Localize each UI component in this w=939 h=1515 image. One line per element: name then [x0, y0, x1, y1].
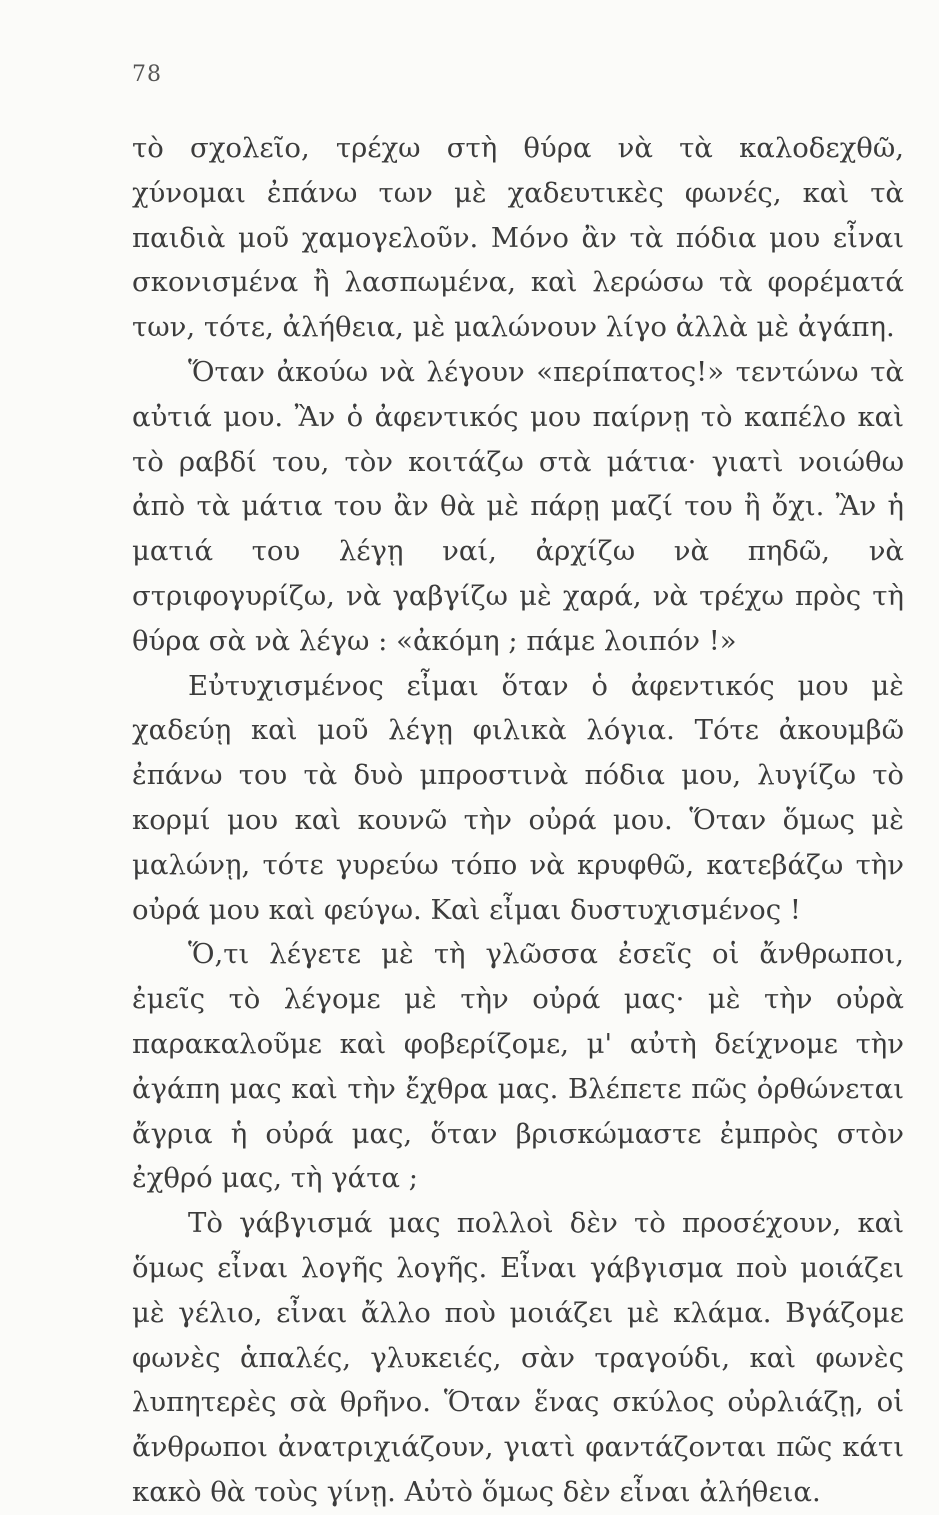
paragraph-1: τὸ σχολεῖο, τρέχω στὴ θύρα νὰ τὰ καλοδεχθῶ, χύνομαι ἐπάνω των μὲ χαδευτικὲς φωνές, καὶ τὰ παιδιὰ μοῦ χαμογελοῦν. Μόνο ἂν τὰ πόδια μου εἶναι σκονισμένα ἢ λασπωμένα, καὶ λερώσω τὰ φορέματά των, τότε, ἀλήθεια, μὲ μαλώνουν λίγο ἀλλὰ μὲ ἀγάπη. [132, 132, 904, 344]
body-text [132, 126, 904, 1515]
paragraph-3: Εὐτυχισμένος εἶμαι ὅταν ὁ ἀφεντικός μου μὲ χαδεύῃ καὶ μοῦ λέγῃ φιλικὰ λόγια. Τότε ἀκουμβῶ ἐπάνω του τὰ δυὸ μπροστινὰ πόδια μου, λυγίζω τὸ κορμί μου καὶ κουνῶ τὴν οὐρά μου. Ὅταν ὅμως μὲ μαλώνῃ, τότε γυρεύω τόπο νὰ κρυφθῶ, κατεβάζω τὴν οὐρά μου καὶ φεύγω. Καὶ εἶμαι δυστυχισμένος ! [132, 669, 904, 926]
paragraph-2: Ὅταν ἀκούω νὰ λέγουν «περίπατος!» τεντώνω τὰ αὐτιά μου. Ἂν ὁ ἀφεντικός μου παίρνῃ τὸ καπέλο καὶ τὸ ραβδί του, τὸν κοιτάζω στὰ μάτια· γιατὶ νοιώθω ἀπὸ τὰ μάτια του ἂν θὰ μὲ πάρῃ μαζί του ἢ ὄχι. Ἂν ἡ ματιά του λέγῃ ναί, ἀρχίζω νὰ πηδῶ, νὰ στριφογυρίζω, νὰ γαβγίζω μὲ χαρά, νὰ τρέχω πρὸς τὴ θύρα σὰ νὰ λέγω : «ἀκόμη ; πάμε λοιπόν !» [132, 355, 904, 657]
paragraph-5: Τὸ γάβγισμά μας πολλοὶ δὲν τὸ προσέχουν, καὶ ὅμως εἶναι λογῆς λογῆς. Εἶναι γάβγισμα ποὺ μοιάζει μὲ γέλιο, εἶναι ἄλλο ποὺ μοιάζει μὲ κλάμα. Βγάζομε φωνὲς ἁπαλές, γλυκειές, σὰν τραγούδι, καὶ φωνὲς λυπητερὲς σὰ θρῆνο. Ὅταν ἕνας σκύλος οὐρλιάζῃ, οἱ ἄνθρωποι ἀνατριχιάζουν, γιατὶ φαντάζονται πῶς κάτι κακὸ θὰ τοὺς γίνῃ. Αὐτὸ ὅμως δὲν εἶναι ἀλήθεια. [132, 1207, 904, 1508]
paragraph-4: Ὅ,τι λέγετε μὲ τὴ γλῶσσα ἐσεῖς οἱ ἄνθρωποι, ἐμεῖς τὸ λέγομε μὲ τὴν οὐρά μας· μὲ τὴν οὐρὰ παρακαλοῦμε καὶ φοβερίζομε, μ' αὐτὴ δείχνομε τὴν ἀγάπη μας καὶ τὴν ἔχθρα μας. Βλέπετε πῶς ὀρθώνεται ἄγρια ἡ οὐρά μας, ὅταν βρισκώμαστε ἐμπρὸς στὸν ἐχθρό μας, τὴ γάτα ; [132, 938, 904, 1195]
page-number: 78 [132, 62, 162, 87]
